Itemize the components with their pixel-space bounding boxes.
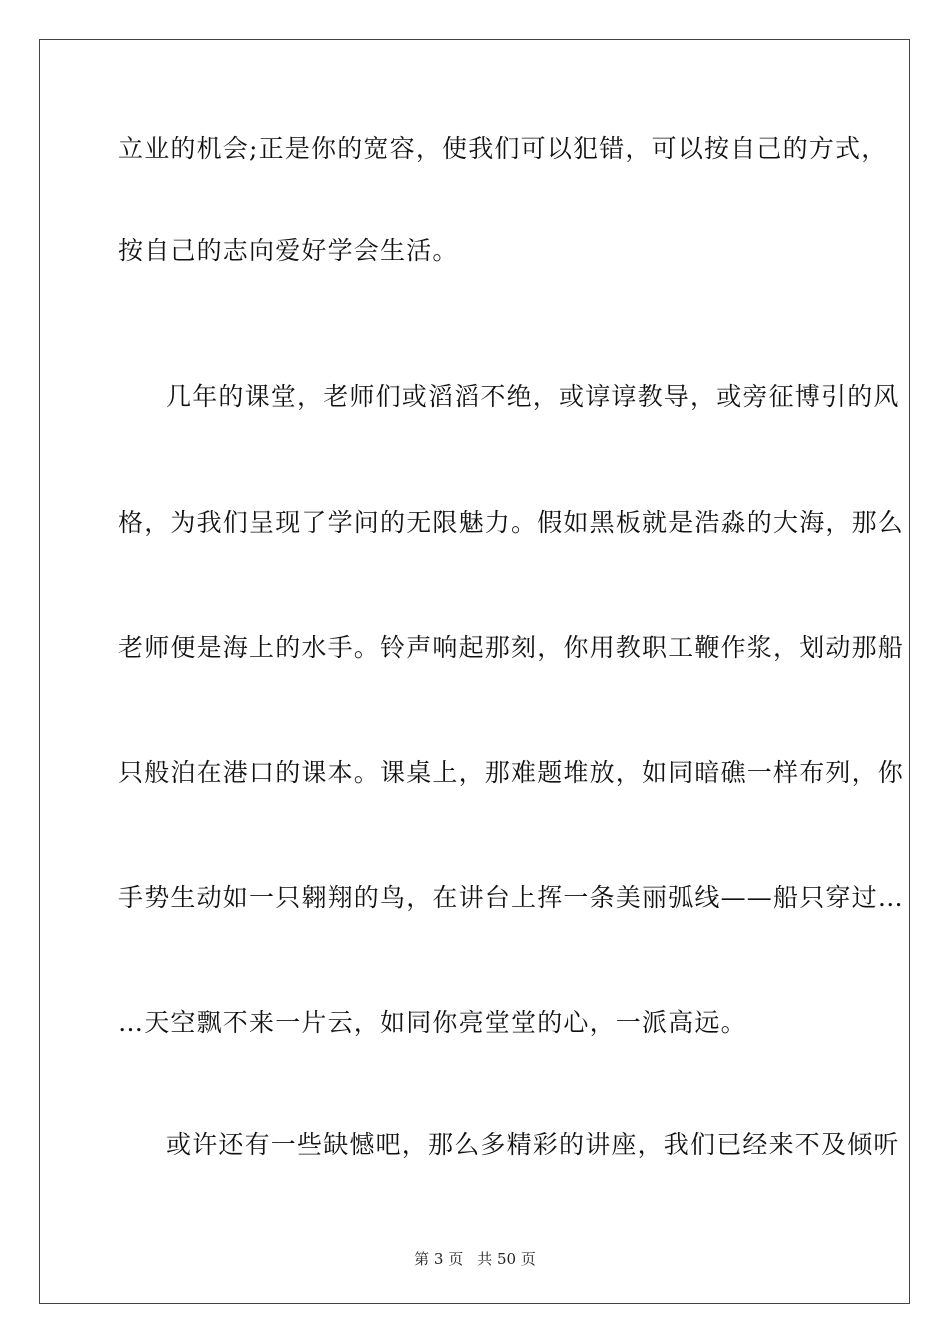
body-text-line-1: 立业的机会;正是你的宽容，使我们可以犯错，可以按自己的方式， [118, 134, 888, 163]
body-text-line-3: 几年的课堂，老师们或滔滔不绝，或谆谆教导，或旁征博引的风 [166, 382, 900, 411]
page-footer [0, 1248, 950, 1269]
page-border [39, 39, 910, 1304]
body-text-line-9: 或许还有一些缺憾吧，那么多精彩的讲座，我们已经来不及倾听 [166, 1130, 900, 1159]
body-text-line-6: 只般泊在港口的课本。课桌上，那难题堆放，如同暗礁一样布列，你 [118, 758, 905, 787]
body-text-line-5: 老师便是海上的水手。铃声响起那刻，你用教职工鞭作浆，划动那船 [118, 633, 905, 662]
body-text-line-7: 手势生动如一只翱翔的鸟，在讲台上挥一条美丽弧线——船只穿过… [118, 883, 905, 912]
body-text-line-4: 格，为我们呈现了学问的无限魅力。假如黑板就是浩淼的大海，那么 [118, 508, 905, 537]
page-total: 共 50 页 [477, 1250, 536, 1268]
page-number: 第 3 页 [414, 1250, 464, 1268]
body-text-line-2: 按自己的志向爱好学会生活。 [118, 236, 459, 265]
body-text-line-8: …天空飘不来一片云，如同你亮堂堂的心，一派高远。 [118, 1008, 747, 1037]
